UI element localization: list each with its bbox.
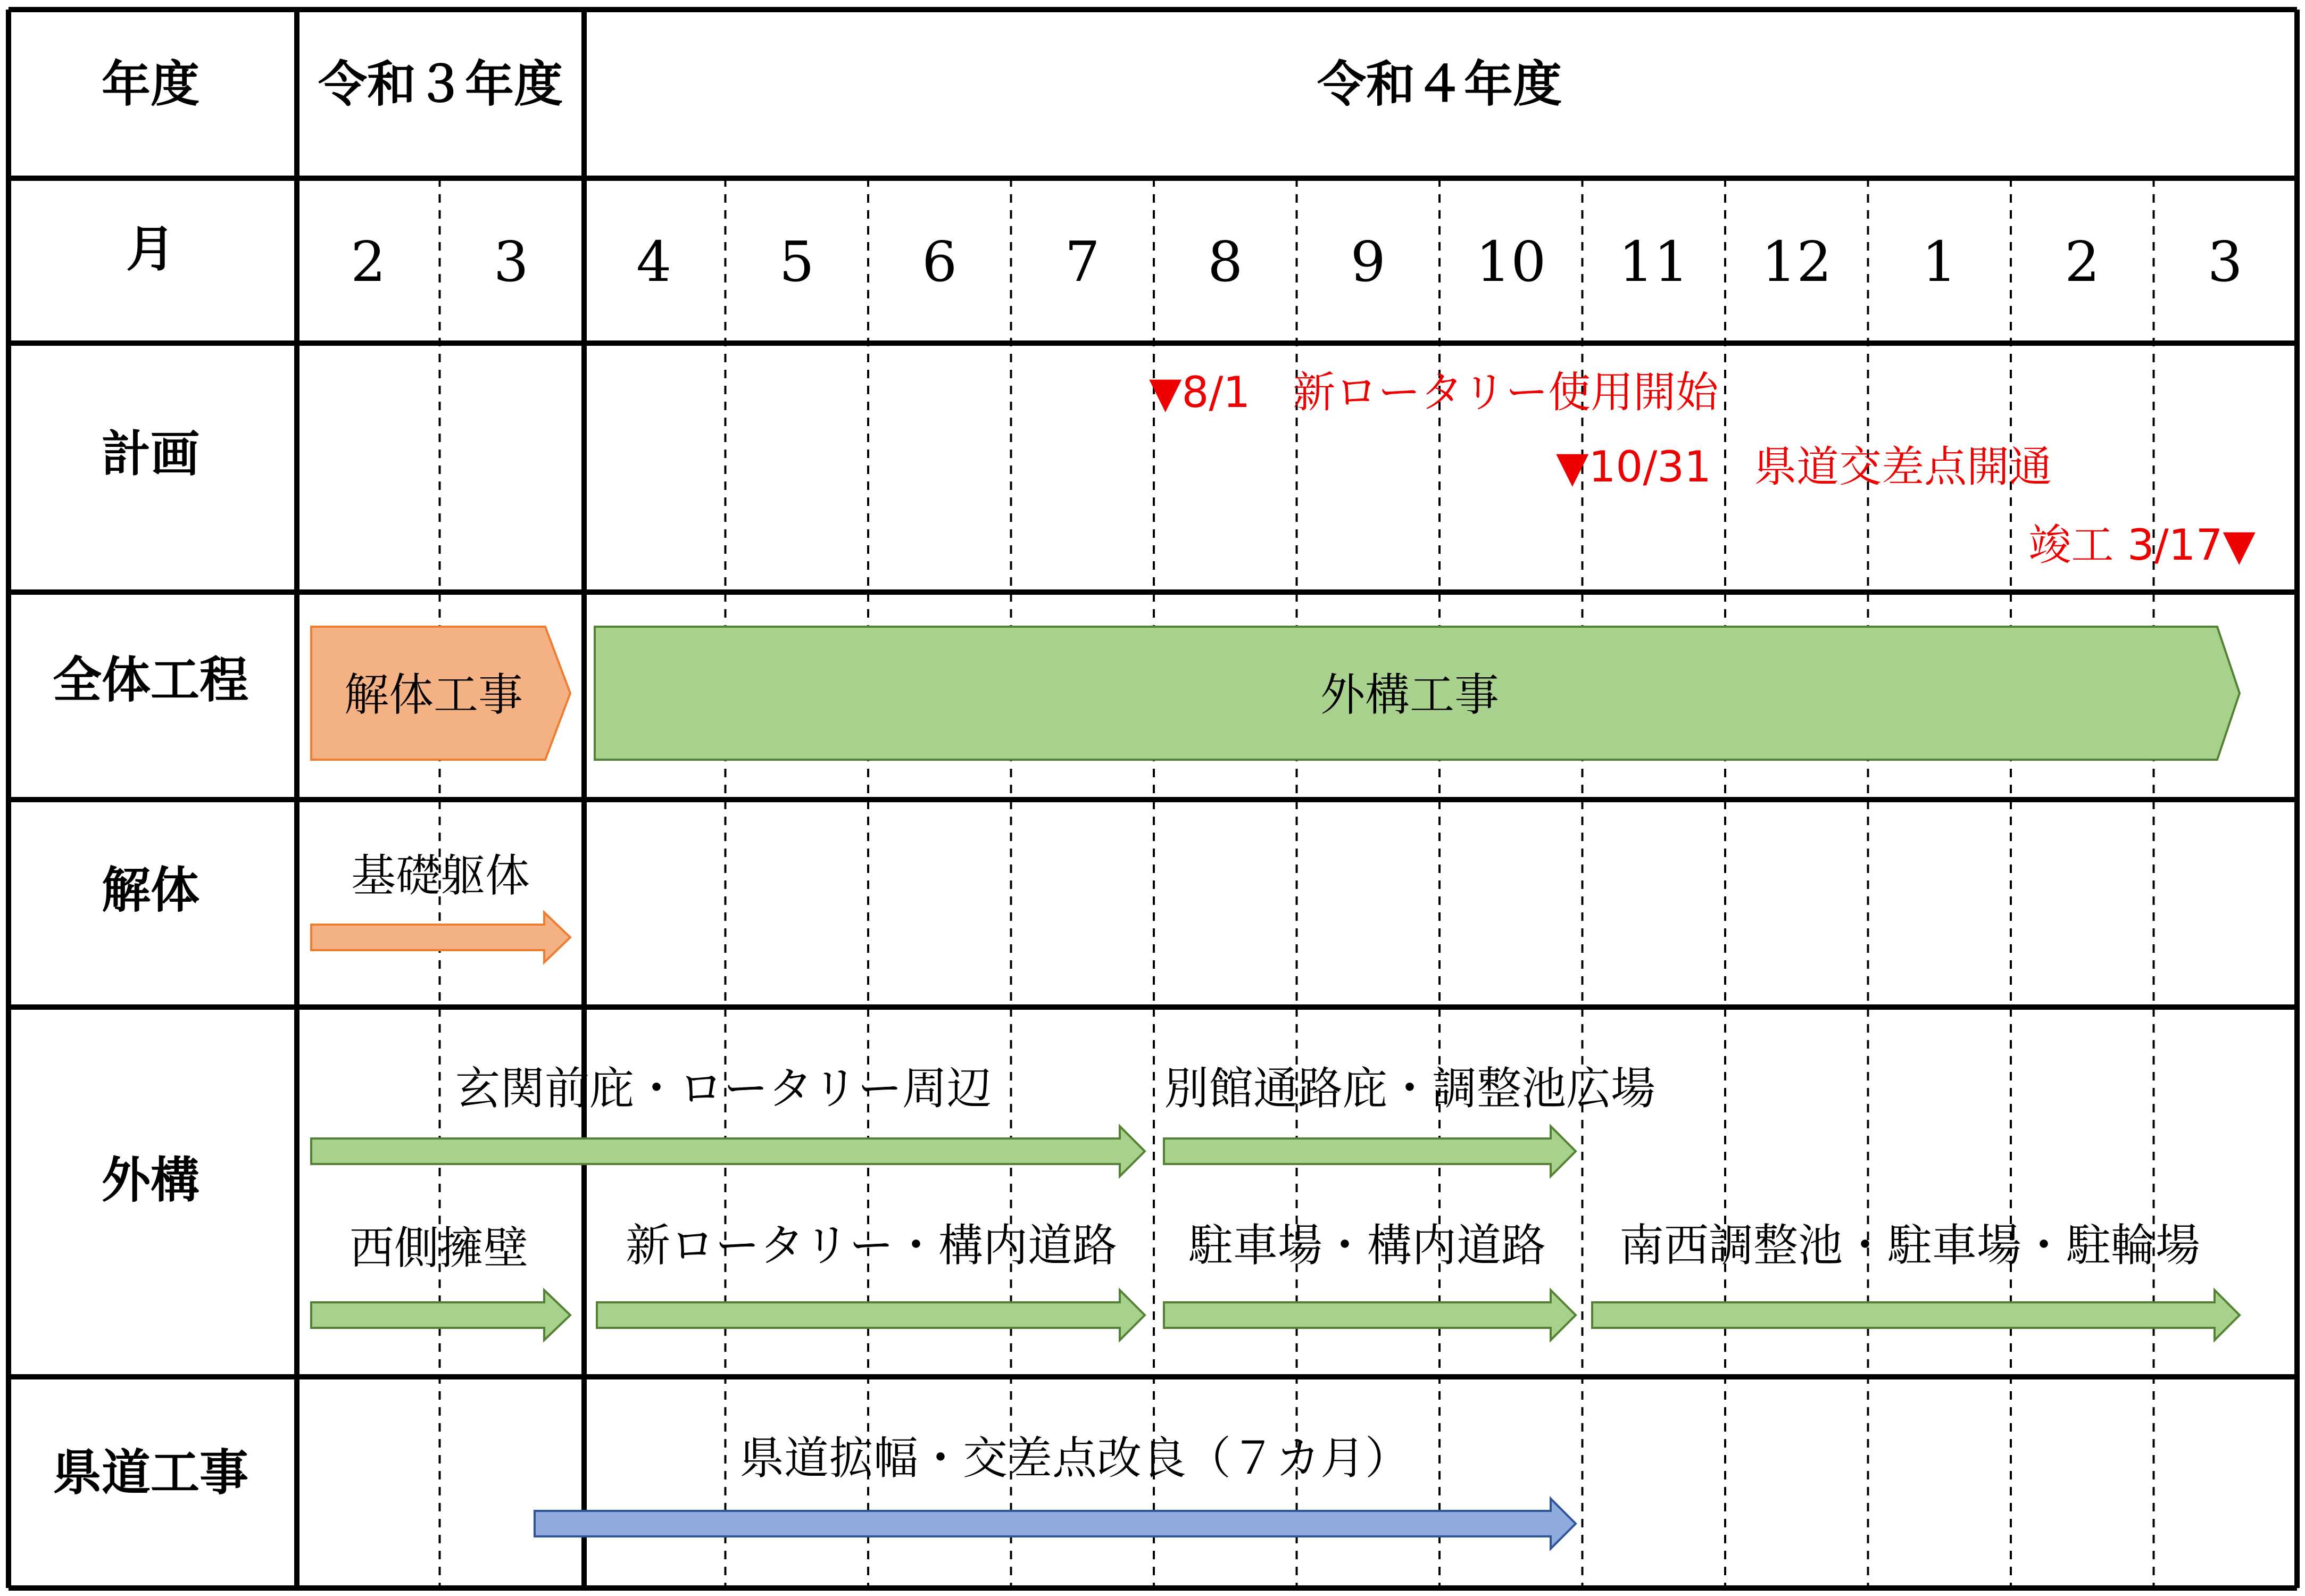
month-label: 6 bbox=[922, 229, 958, 294]
bar-label-exterior-work: 外構工事 bbox=[1320, 669, 1500, 721]
arrow-label-annex-passage-pond-plaza: 別館通路庇・調整池広場 bbox=[1163, 1062, 1656, 1115]
milestone-completion: 竣工 3/17▼ bbox=[2028, 520, 2256, 570]
fiscal-year-r3: 令和３年度 bbox=[318, 56, 563, 113]
arrow-southwest-pond-parking-bikes bbox=[1592, 1290, 2240, 1340]
month-label: 9 bbox=[1350, 229, 1386, 294]
month-label: 7 bbox=[1064, 229, 1100, 294]
milestone-road-intersection-open: ▼10/31 県道交差点開通 bbox=[1556, 442, 2052, 492]
month-label: 10 bbox=[1476, 229, 1546, 294]
arrow-entrance-canopy-rotary bbox=[311, 1126, 1145, 1176]
month-label: 12 bbox=[1761, 229, 1832, 294]
arrow-label-entrance-canopy-rotary: 玄関前庇・ロータリー周辺 bbox=[455, 1062, 992, 1115]
fiscal-year-r4: 令和４年度 bbox=[1317, 56, 1562, 113]
row-label-exterior: 外構 bbox=[101, 1152, 200, 1209]
year-label-header: 年度 bbox=[101, 56, 200, 113]
arrow-new-rotary-internal-road bbox=[597, 1290, 1145, 1340]
row-label-demolition: 解体 bbox=[101, 862, 200, 919]
arrow-label-new-rotary-internal-road: 新ロータリー・構内道路 bbox=[625, 1219, 1118, 1271]
arrow-label-foundation-structure: 基礎躯体 bbox=[351, 850, 530, 902]
milestone-rotary-start: ▼8/1 新ロータリー使用開始 bbox=[1149, 368, 1719, 417]
row-label-plan: 計画 bbox=[101, 426, 200, 483]
arrow-parking-internal-road bbox=[1164, 1290, 1576, 1340]
month-label: 3 bbox=[2207, 229, 2243, 294]
arrow-label-southwest-pond-parking-bikes: 南西調整池・駐車場・駐輪場 bbox=[1619, 1219, 2201, 1271]
month-label: 4 bbox=[636, 229, 672, 294]
row-label-overall: 全体工程 bbox=[52, 652, 249, 709]
arrow-label-parking-internal-road: 駐車場・構内道路 bbox=[1188, 1219, 1546, 1271]
arrow-prefectural-road-widening bbox=[535, 1499, 1576, 1549]
month-label: 2 bbox=[2065, 229, 2100, 294]
month-label: 11 bbox=[1618, 229, 1689, 294]
arrow-annex-passage-pond-plaza bbox=[1164, 1126, 1576, 1176]
month-label: 1 bbox=[1921, 229, 1957, 294]
month-label: 5 bbox=[779, 229, 814, 294]
bar-label-demolition-work: 解体工事 bbox=[344, 669, 523, 721]
arrow-label-west-retaining-wall: 西側擁壁 bbox=[349, 1222, 529, 1274]
month-label: 8 bbox=[1208, 229, 1243, 294]
arrow-label-prefectural-road-widening: 県道拡幅・交差点改良（７カ月） bbox=[739, 1432, 1410, 1484]
month-label-header: 月 bbox=[126, 221, 176, 278]
month-label: 3 bbox=[493, 229, 529, 294]
row-label-prefectural-road: 県道工事 bbox=[52, 1444, 249, 1501]
month-label: 2 bbox=[351, 229, 386, 294]
